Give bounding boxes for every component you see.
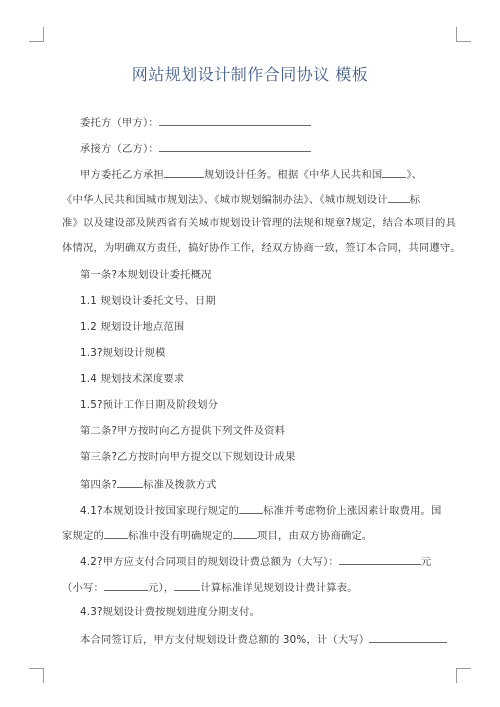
clause-text: 标准并考虑物价上涨因素计取费用。国 — [263, 505, 442, 517]
clause-4-2-line-2 — [62, 579, 358, 595]
article-1-item: 1.5?预计工作日期及阶段划分 — [80, 399, 219, 411]
contractor-blank[interactable] — [159, 140, 311, 152]
fee-type-blank[interactable] — [117, 476, 143, 488]
document-title: 网站规划设计制作合同协议 模板 — [131, 65, 369, 84]
standard-blank[interactable] — [388, 191, 410, 203]
clause-4-3: 4.3?规划设计费按规划进度分期支付。 — [80, 606, 261, 618]
clause-text: （小写： — [62, 582, 104, 594]
intro-text: 规划设计任务。根据《中华人民共和国 — [203, 169, 383, 181]
corner-mark-bottom-right — [456, 668, 471, 683]
clause-4-2-line-1 — [80, 553, 431, 569]
clause-text: 4.1?本规划设计按国家现行规定的 — [80, 505, 240, 517]
clause-text: 标准中没有明确规定的 — [128, 530, 233, 542]
article-1-heading: 第一条?本规划设计委托概况 — [80, 269, 212, 281]
clause-4-4 — [80, 631, 447, 647]
article-4-heading-text: 第四条? — [80, 479, 118, 491]
clause-text: 家规定的 — [62, 530, 104, 542]
article-1-item: 1.2 规划设计地点范围 — [80, 321, 185, 333]
task-blank[interactable] — [164, 166, 204, 178]
intro-line-4: 体情况，为明确双方责任，搞好协作工作，经双方协商一致，签订本合同，共同遵守。 — [62, 242, 461, 254]
corner-mark-top-left — [29, 27, 44, 42]
national-fee-blank[interactable] — [104, 527, 128, 539]
clause-text: 4.2?甲方应支付合同项目的规划设计费总额为（大写）： — [80, 556, 339, 568]
calc-item-blank[interactable] — [174, 579, 200, 591]
clause-text: 元）， — [148, 582, 175, 594]
intro-text: 》、 — [406, 169, 423, 181]
contractor-label: 承接方（乙方）： — [80, 143, 159, 155]
intro-text: 甲方委托乙方承担 — [80, 169, 164, 181]
corner-mark-top-right — [456, 27, 471, 42]
article-4-heading — [80, 476, 217, 492]
first-payment-blank[interactable] — [369, 631, 447, 643]
fee-standard-blank[interactable] — [239, 502, 263, 514]
clause-text: 元 — [420, 556, 432, 568]
clause-text: 计算标准详见规划设计费计算表。 — [200, 582, 358, 594]
clause-4-1-line-2 — [62, 527, 372, 543]
intro-line-1 — [80, 166, 422, 182]
law-blank[interactable] — [382, 166, 406, 178]
contractor-line — [80, 140, 311, 156]
intro-line-2 — [62, 191, 420, 207]
article-1-item: 1.4 规划技术深度要求 — [80, 373, 185, 385]
total-fee-digits-blank[interactable] — [104, 579, 148, 591]
intro-line-3: 准》以及建设部及陕西省有关城市规划设计管理的法规和规章?规定，结合本项目的具 — [62, 217, 457, 229]
total-fee-uppercase-blank[interactable] — [339, 553, 421, 565]
corner-mark-bottom-left — [29, 668, 44, 683]
client-label: 委托方（甲方）： — [80, 117, 159, 129]
intro-text: 标 — [409, 194, 421, 206]
unspecified-item-blank[interactable] — [233, 527, 257, 539]
article-4-heading-text: 标准及拨款方式 — [143, 479, 217, 491]
intro-text: 《中华人民共和国城市规划法》、《城市规划编制办法》、《城市规划设计 — [62, 194, 388, 206]
client-line — [80, 114, 311, 130]
article-2-heading: 第二条?甲方按时向乙方提供下列文件及资料 — [80, 425, 286, 437]
clause-text: 本合同签订后，甲方支付规划设计费总额的 30%，计（大写） — [80, 634, 370, 646]
client-blank[interactable] — [159, 114, 311, 126]
article-1-item: 1.1 规划设计委托文号、日期 — [80, 295, 216, 307]
article-3-heading: 第三条?乙方按时向甲方提交以下规划设计成果 — [80, 451, 296, 463]
clause-text: 项目，由双方协商确定。 — [256, 530, 373, 542]
article-1-item: 1.3?规划设计规模 — [80, 347, 166, 359]
clause-4-1-line-1 — [80, 502, 442, 518]
